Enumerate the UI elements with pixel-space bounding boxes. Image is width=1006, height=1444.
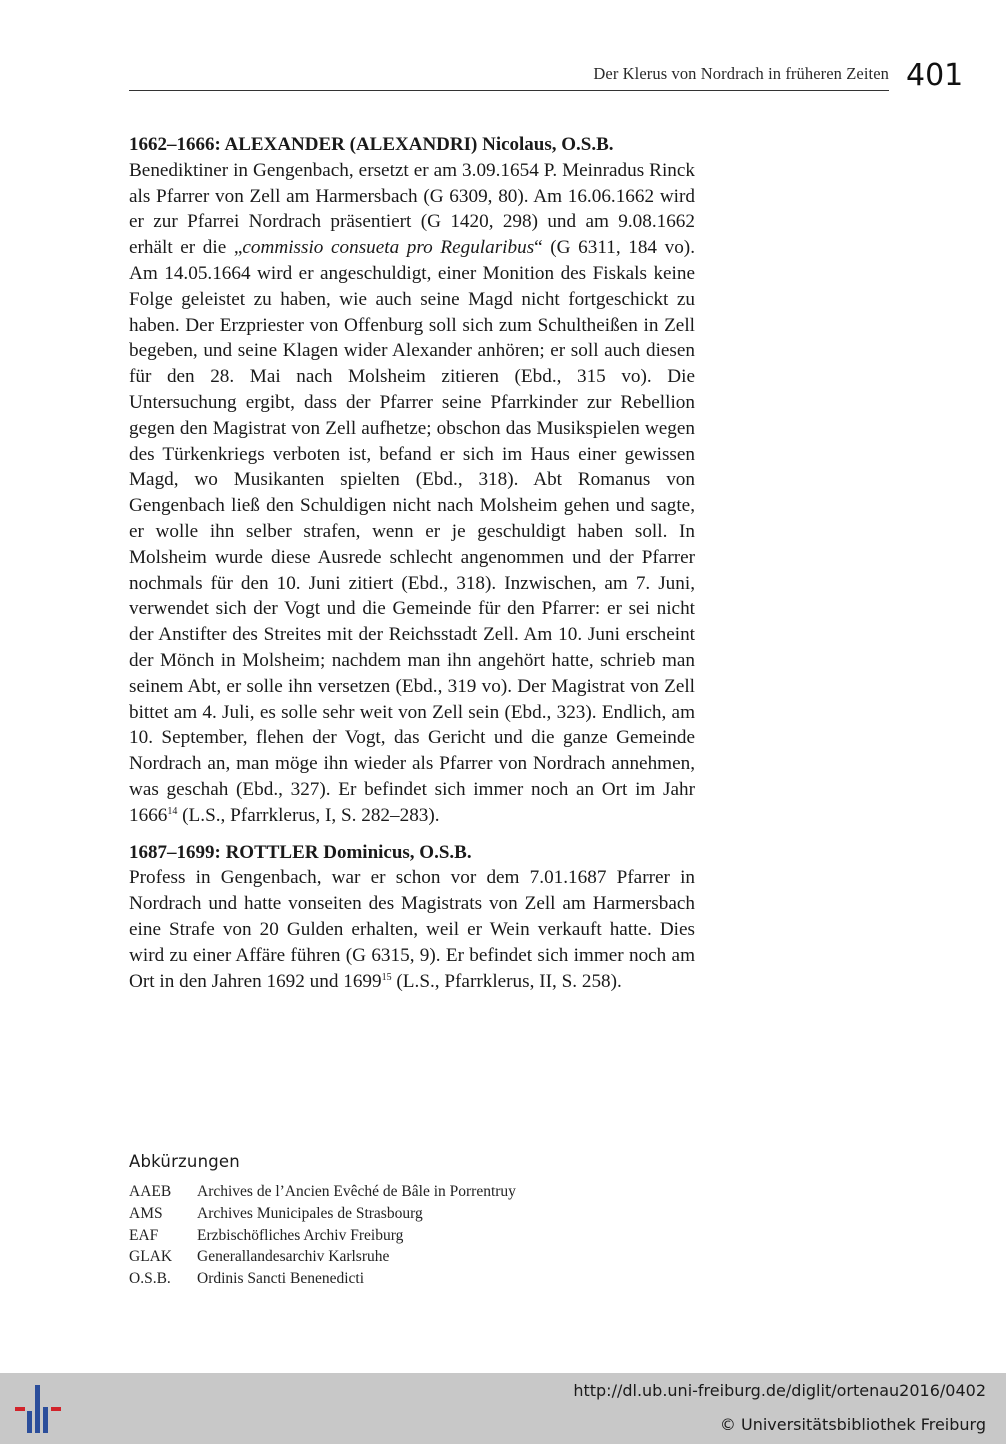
- abbreviation-row: [129, 1225, 689, 1247]
- ub-freiburg-logo-icon: [10, 1381, 66, 1437]
- entry-heading: 1687–1699: ROTTLER Dominicus, O.S.B.: [129, 841, 472, 863]
- clergy-entry-rottler: [129, 840, 695, 995]
- entry-text-part: Profess in Gengenbach, war er schon vor dem 7.01.1687 Pfarrer in Nordrach und hatte vonseiten des Magistrats von Zell am Harmersbach eine Strafe von 20 Gulden erhalten, weil er Wein verkauft hatte. Dies wird zu einer Affäre führen (G 6315, 9). Er befindet sich immer noch am Ort in den Jahren 1692 und 1699: [129, 867, 695, 992]
- abbreviation-row: [129, 1246, 689, 1268]
- abbreviation-value: Erzbischöfliches Archiv Freiburg: [197, 1226, 404, 1244]
- abbreviation-key: EAF: [129, 1226, 159, 1244]
- footer-bar: [0, 1373, 1006, 1444]
- entry-text-part: (L.S., Pfarrklerus, II, S. 258).: [391, 970, 622, 992]
- abbreviation-key: AMS: [129, 1204, 163, 1222]
- main-content: [129, 132, 695, 994]
- footnote-ref-15[interactable]: 15: [381, 971, 392, 983]
- footer-copyright: © Universitätsbibliothek Freiburg: [719, 1415, 986, 1434]
- abbreviations-title: Abkürzungen: [129, 1152, 240, 1171]
- abbreviation-value: Generallandesarchiv Karlsruhe: [197, 1248, 390, 1266]
- abbreviation-value: Archives Municipales de Strasbourg: [197, 1204, 423, 1222]
- abbreviation-row: [129, 1268, 689, 1290]
- entry-text-part: (L.S., Pfarrklerus, I, S. 282–283).: [177, 804, 440, 826]
- entry-text-part: “ (G 6311, 184 vo). Am 14.05.1664 wird er angeschuldigt, einer Monition des Fiskals keine Folge geleistet zu haben, wie auch seine Magd nicht fortgeschickt zu haben. Der Erzpriester von Offenburg soll sich zum Schultheißen in Zell begeben, und seine Klagen wider Alexander anhören; er soll auch diesen für den 28. Mai nach Molsheim zitieren (Ebd., 315 vo). Die Untersuchung ergibt, dass der Pfarrer seine Pfarrkinder zur Rebellion gegen den Magistrat von Zell aufhetze; obschon das Musikspielen wegen des Türkenkriegs verboten ist, befand er sich im Haus einer gewissen Magd, wo Musikanten spielten (Ebd., 318). Abt Romanus von Gengenbach ließ den Schuldigen nicht nach Molsheim gehen und sagte, er wolle ihn selber strafen, wenn er je geschuldigt haben soll. In Molsheim wurde diese Ausrede schlecht angenommen und der Pfarrer nochmals für den 10. Juni zitiert (Ebd., 318). Inzwischen, am 7. Juni, verwendet sich der Vogt und die Gemeinde für den Pfarrer: er sei nicht der Anstifter des Streites mit der Reichsstadt Zell. Am 10. Juni erscheint der Mönch in Molsheim; nachdem man ihn angehört hatte, schrieb man seinem Abt, er solle ihn versetzen (Ebd., 319 vo). Der Magistrat von Zell bittet am 4. Juli, es solle sehr weit von Zell sein (Ebd., 323). Endlich, am 10. September, flehen der Vogt, das Gericht und die ganze Gemeinde Nordrach an, man möge ihn wieder als Pfarrer von Nordrach annehmen, was geschah (Ebd., 327). Er befindet sich immer noch an Ort im Jahr 1666: [129, 237, 695, 826]
- abbreviation-key: O.S.B.: [129, 1270, 171, 1288]
- entry-text: [129, 865, 695, 994]
- abbreviation-key: AAEB: [129, 1183, 172, 1200]
- entry-text-part: Benediktiner in Gengenbach, ersetzt er am 3.09.1654 P. Meinradus Rinck als Pfarrer von Zell am Harmersbach (G 6309, 80). Am 16.06.1662 wird er zur Pfarrei Nordrach präsentiert (G 1420, 298) und am 9.08.1662 erhält er die „: [129, 159, 695, 259]
- abbreviation-value: Archives de l’Ancien Evêché de Bâle in Porrentruy: [197, 1183, 516, 1200]
- page-number: 401: [906, 58, 964, 93]
- clergy-entry-alexander: [129, 132, 695, 829]
- abbreviations-list: [129, 1181, 689, 1290]
- abbreviation-row: [129, 1181, 689, 1203]
- running-head: [129, 58, 889, 91]
- footer-url-link[interactable]: http://dl.ub.uni-freiburg.de/diglit/ortenau2016/0402: [573, 1381, 986, 1400]
- abbreviation-row: [129, 1203, 689, 1225]
- footnote-ref-14[interactable]: 14: [167, 805, 178, 817]
- entry-text-italic: commissio consueta pro Regularibus: [242, 237, 535, 259]
- entry-heading: 1662–1666: ALEXANDER (ALEXANDRI) Nicolaus, O.S.B.: [129, 134, 614, 155]
- abbreviations-section: [129, 1152, 689, 1290]
- abbreviation-value: Ordinis Sancti Benenedicti: [197, 1270, 365, 1288]
- abbreviation-key: GLAK: [129, 1248, 173, 1266]
- entry-text: [129, 158, 695, 829]
- running-title: Der Klerus von Nordrach in früheren Zeiten: [593, 64, 889, 83]
